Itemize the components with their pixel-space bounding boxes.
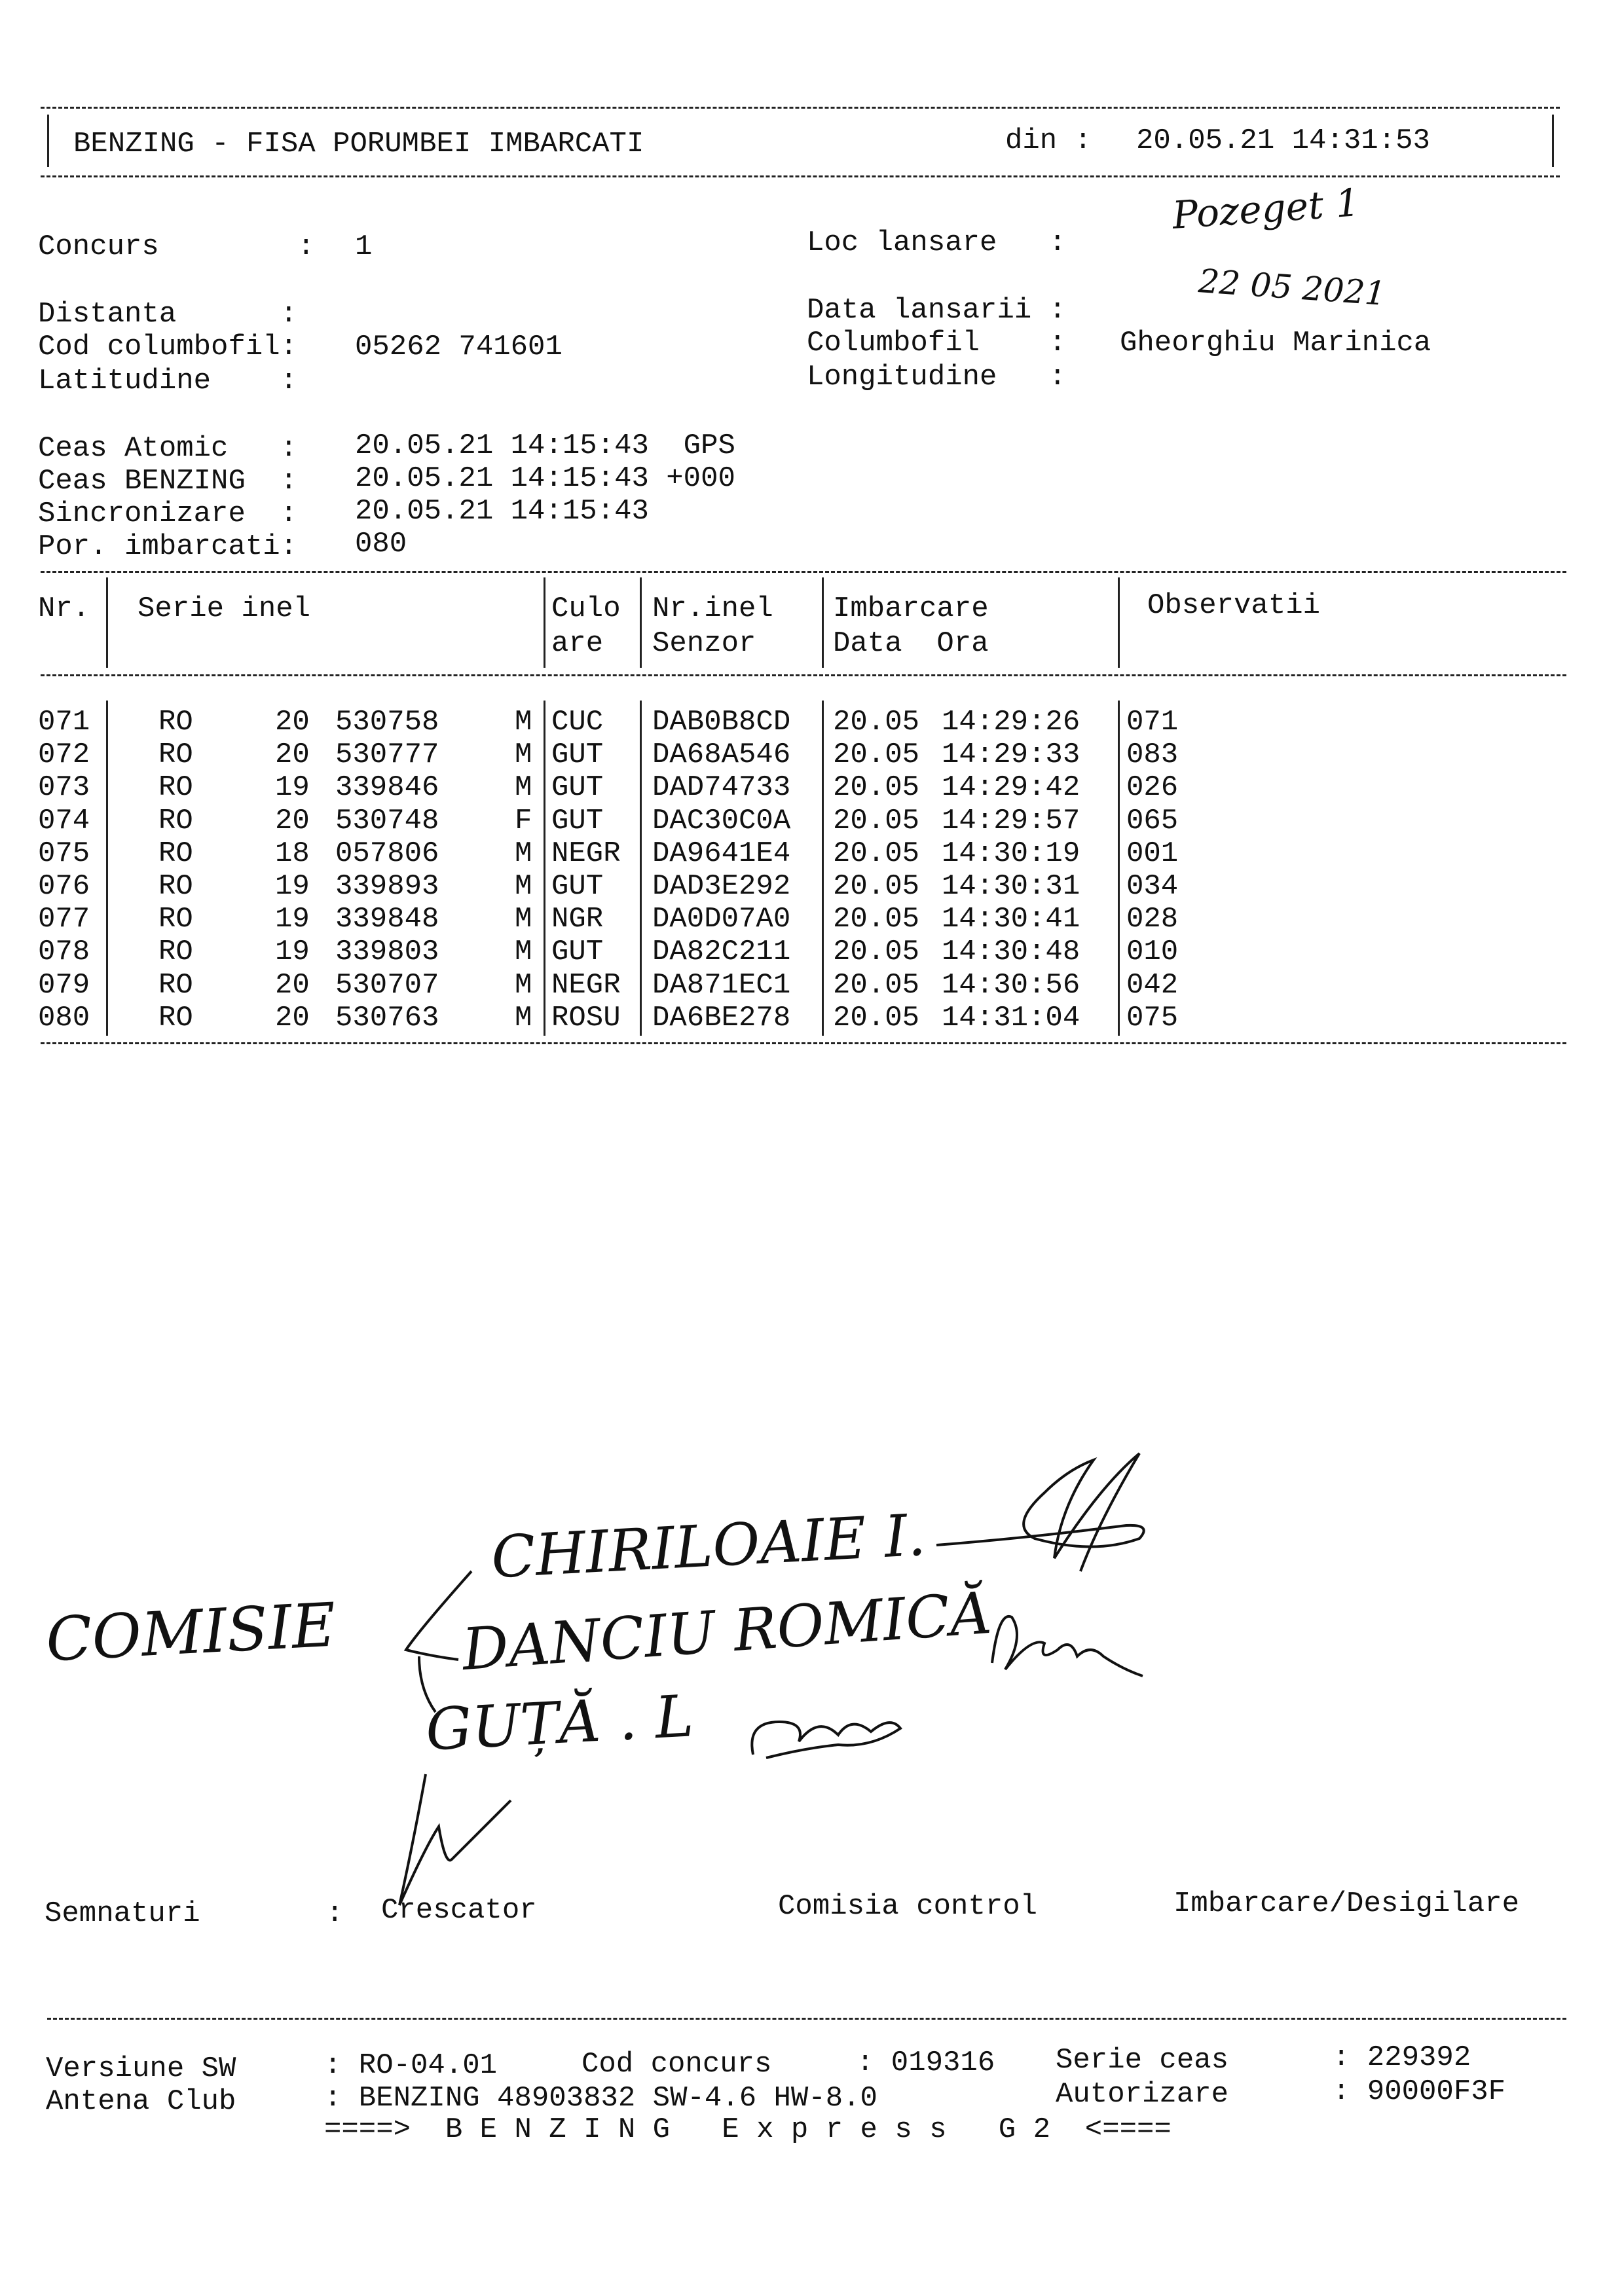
- table-row: [0, 771, 1624, 804]
- row-time: 14:30:48: [942, 936, 1080, 969]
- distanta-label: Distanta :: [38, 298, 298, 331]
- header-nrinel-2: Senzor: [652, 627, 756, 660]
- table-row: [0, 969, 1624, 1002]
- row-time: 14:30:31: [942, 870, 1080, 903]
- signature-danciu: [986, 1597, 1156, 1689]
- row-color: NGR: [551, 903, 604, 936]
- row-date: 20.05: [833, 1001, 920, 1034]
- row-color: GUT: [551, 771, 604, 805]
- signature-comisia-label: Comisia control: [778, 1890, 1038, 1923]
- table-top-border: [41, 571, 1566, 573]
- table-row: [0, 837, 1624, 870]
- row-nr: 075: [38, 837, 90, 870]
- row-sex: M: [515, 870, 532, 903]
- row-sensor: DAB0B8CD: [652, 706, 791, 738]
- benzing-banner: ====> B E N Z I N G E x p r e s s G 2 <====: [324, 2113, 1172, 2146]
- row-date: 20.05: [833, 870, 920, 903]
- row-date: 20.05: [833, 903, 920, 936]
- row-country: RO: [158, 738, 193, 772]
- concurs-value: 1: [355, 230, 373, 263]
- row-ring: 530763: [335, 1001, 439, 1034]
- row-year: 20: [275, 706, 310, 738]
- ceas-atomic-value: 20.05.21 14:15:43 GPS: [355, 429, 735, 462]
- row-nr: 077: [38, 903, 90, 936]
- antena-value: : BENZING 48903832 SW-4.6 HW-8.0: [324, 2082, 877, 2115]
- autorizare-value: : 90000F3F: [1333, 2075, 1506, 2108]
- row-date: 20.05: [833, 771, 920, 805]
- row-date: 20.05: [833, 968, 920, 1002]
- row-date: 20.05: [833, 706, 920, 738]
- row-observation: 010: [1126, 936, 1179, 969]
- row-sex: M: [515, 706, 532, 738]
- header-bottom-border: [41, 175, 1560, 177]
- row-color: GUT: [551, 738, 604, 772]
- row-nr: 079: [38, 968, 90, 1002]
- row-ring: 339848: [335, 903, 439, 936]
- row-date: 20.05: [833, 837, 920, 870]
- row-sex: M: [515, 771, 532, 805]
- row-time: 14:29:26: [942, 706, 1080, 738]
- cod-columbofil-label: Cod columbofil:: [38, 331, 298, 363]
- table-row: [0, 738, 1624, 771]
- header-serie-inel: Serie inel: [138, 592, 311, 625]
- handwritten-date: 22 05 2021: [1197, 262, 1387, 313]
- row-time: 14:30:56: [942, 968, 1080, 1002]
- row-sex: M: [515, 903, 532, 936]
- row-country: RO: [158, 706, 193, 738]
- row-time: 14:31:04: [942, 1001, 1080, 1034]
- row-sensor: DAD74733: [652, 771, 791, 805]
- row-ring: 339846: [335, 771, 439, 805]
- signature-chiriloaie: [930, 1447, 1205, 1617]
- row-year: 19: [275, 903, 310, 936]
- row-year: 18: [275, 837, 310, 870]
- row-color: GUT: [551, 870, 604, 903]
- cod-concurs-value: : 019316: [857, 2047, 995, 2079]
- row-country: RO: [158, 870, 193, 903]
- sincronizare-label: Sincronizare :: [38, 498, 298, 530]
- header-top-border: [41, 107, 1560, 109]
- row-date: 20.05: [833, 936, 920, 969]
- row-time: 14:29:42: [942, 771, 1080, 805]
- handwritten-loc: Pozeget 1: [1170, 180, 1361, 238]
- handwritten-comisie: COMISIE: [44, 1590, 338, 1675]
- row-year: 20: [275, 1001, 310, 1034]
- row-nr: 078: [38, 936, 90, 969]
- row-sensor: DA871EC1: [652, 968, 791, 1002]
- por-imbarcati-label: Por. imbarcati:: [38, 530, 298, 563]
- row-country: RO: [158, 936, 193, 969]
- row-ring: 057806: [335, 837, 439, 870]
- ceas-atomic-label: Ceas Atomic :: [38, 432, 298, 465]
- row-observation: 026: [1126, 771, 1179, 805]
- row-sensor: DAC30C0A: [652, 804, 791, 837]
- row-observation: 075: [1126, 1001, 1179, 1034]
- row-year: 20: [275, 968, 310, 1002]
- row-year: 19: [275, 870, 310, 903]
- signature-guta: [740, 1696, 910, 1774]
- row-nr: 072: [38, 738, 90, 772]
- row-country: RO: [158, 804, 193, 837]
- header-nr: Nr.: [38, 592, 90, 625]
- versiune-value: : RO-04.01: [324, 2049, 498, 2082]
- row-ring: 530777: [335, 738, 439, 772]
- row-sensor: DA68A546: [652, 738, 791, 772]
- row-color: NEGR: [551, 837, 621, 870]
- autorizare-label: Autorizare: [1056, 2078, 1229, 2111]
- row-nr: 080: [38, 1001, 90, 1034]
- concurs-label: Concurs :: [38, 230, 315, 263]
- por-imbarcati-value: 080: [355, 528, 407, 560]
- row-sensor: DA82C211: [652, 936, 791, 969]
- row-observation: 028: [1126, 903, 1179, 936]
- row-color: GUT: [551, 936, 604, 969]
- header-nrinel-1: Nr.inel: [652, 592, 773, 625]
- serie-ceas-value: : 229392: [1333, 2041, 1471, 2074]
- sincronizare-value: 20.05.21 14:15:43: [355, 495, 649, 528]
- serie-ceas-label: Serie ceas: [1056, 2044, 1229, 2077]
- header-left-border: [47, 115, 49, 167]
- report-title: BENZING - FISA PORUMBEI IMBARCATI: [73, 128, 644, 160]
- handwritten-member-1: CHIRILOAIE I.: [489, 1501, 927, 1592]
- ceas-benzing-label: Ceas BENZING :: [38, 465, 298, 498]
- handwritten-member-2: DANCIU ROMICĂ: [460, 1578, 994, 1684]
- row-nr: 076: [38, 870, 90, 903]
- cod-concurs-label: Cod concurs: [581, 2048, 772, 2081]
- row-sex: M: [515, 738, 532, 772]
- row-year: 19: [275, 936, 310, 969]
- col-sep-5: [1118, 577, 1120, 668]
- report-date-label: din :: [1005, 124, 1092, 157]
- row-sensor: DA0D07A0: [652, 903, 791, 936]
- row-sex: M: [515, 1001, 532, 1034]
- row-sex: M: [515, 936, 532, 969]
- row-sex: F: [515, 804, 532, 837]
- row-observation: 065: [1126, 804, 1179, 837]
- row-observation: 071: [1126, 706, 1179, 738]
- signature-imbarcare-label: Imbarcare/Desigilare: [1173, 1887, 1520, 1920]
- row-sensor: DA6BE278: [652, 1001, 791, 1034]
- row-color: NEGR: [551, 968, 621, 1002]
- row-sex: M: [515, 968, 532, 1002]
- row-country: RO: [158, 1001, 193, 1034]
- row-year: 20: [275, 804, 310, 837]
- cod-columbofil-value: 05262 741601: [355, 331, 563, 363]
- row-observation: 001: [1126, 837, 1179, 870]
- row-observation: 034: [1126, 870, 1179, 903]
- loc-lansare-label: Loc lansare :: [807, 227, 1067, 259]
- row-time: 14:29:33: [942, 738, 1080, 772]
- col-sep-4: [822, 577, 824, 668]
- header-right-border: [1552, 115, 1554, 167]
- header-culoare-2: are: [551, 627, 604, 660]
- signature-crescator-label: Crescator: [381, 1894, 537, 1927]
- table-row: [0, 870, 1624, 903]
- columbofil-label: Columbofil :: [807, 327, 1067, 359]
- row-date: 20.05: [833, 738, 920, 772]
- row-sensor: DAD3E292: [652, 870, 791, 903]
- row-time: 14:29:57: [942, 804, 1080, 837]
- data-lansarii-label: Data lansarii :: [807, 294, 1067, 327]
- row-country: RO: [158, 968, 193, 1002]
- table-header-border: [41, 674, 1566, 676]
- row-sensor: DA9641E4: [652, 837, 791, 870]
- table-row: [0, 706, 1624, 738]
- header-imbarcare-2: Data Ora: [833, 627, 989, 660]
- row-nr: 074: [38, 804, 90, 837]
- header-culoare-1: Culo: [551, 592, 621, 625]
- antena-label: Antena Club: [46, 2085, 236, 2118]
- row-year: 20: [275, 738, 310, 772]
- row-color: ROSU: [551, 1001, 621, 1034]
- semnaturi-label: Semnaturi: [45, 1897, 200, 1930]
- ceas-benzing-value: 20.05.21 14:15:43 +000: [355, 462, 735, 495]
- row-time: 14:30:19: [942, 837, 1080, 870]
- commission-bracket: [380, 1558, 498, 1728]
- row-ring: 339893: [335, 870, 439, 903]
- row-nr: 071: [38, 706, 90, 738]
- table-row: [0, 903, 1624, 936]
- footer-border: [47, 2018, 1566, 2020]
- row-color: CUC: [551, 706, 604, 738]
- table-row: [0, 936, 1624, 968]
- row-country: RO: [158, 837, 193, 870]
- semnaturi-colon: :: [326, 1897, 344, 1930]
- row-observation: 042: [1126, 968, 1179, 1002]
- row-country: RO: [158, 771, 193, 805]
- row-time: 14:30:41: [942, 903, 1080, 936]
- handwritten-member-3: GUȚĂ . L: [424, 1682, 695, 1764]
- row-sex: M: [515, 837, 532, 870]
- row-color: GUT: [551, 804, 604, 837]
- header-observatii: Observatii: [1147, 589, 1321, 622]
- report-date: 20.05.21 14:31:53: [1136, 124, 1430, 157]
- latitudine-label: Latitudine :: [38, 365, 298, 397]
- versiune-label: Versiune SW: [46, 2052, 236, 2085]
- row-ring: 339803: [335, 936, 439, 969]
- row-ring: 530707: [335, 968, 439, 1002]
- columbofil-value: Gheorghiu Marinica: [1120, 327, 1431, 359]
- row-observation: 083: [1126, 738, 1179, 772]
- col-sep-2: [544, 577, 545, 668]
- col-sep-3: [640, 577, 642, 668]
- longitudine-label: Longitudine :: [807, 361, 1067, 393]
- col-sep-1: [106, 577, 108, 668]
- header-imbarcare-1: Imbarcare: [833, 592, 989, 625]
- row-year: 19: [275, 771, 310, 805]
- row-ring: 530748: [335, 804, 439, 837]
- table-bottom-border: [41, 1042, 1566, 1044]
- row-nr: 073: [38, 771, 90, 805]
- table-row: [0, 805, 1624, 837]
- row-ring: 530758: [335, 706, 439, 738]
- row-country: RO: [158, 903, 193, 936]
- table-row: [0, 1002, 1624, 1034]
- row-date: 20.05: [833, 804, 920, 837]
